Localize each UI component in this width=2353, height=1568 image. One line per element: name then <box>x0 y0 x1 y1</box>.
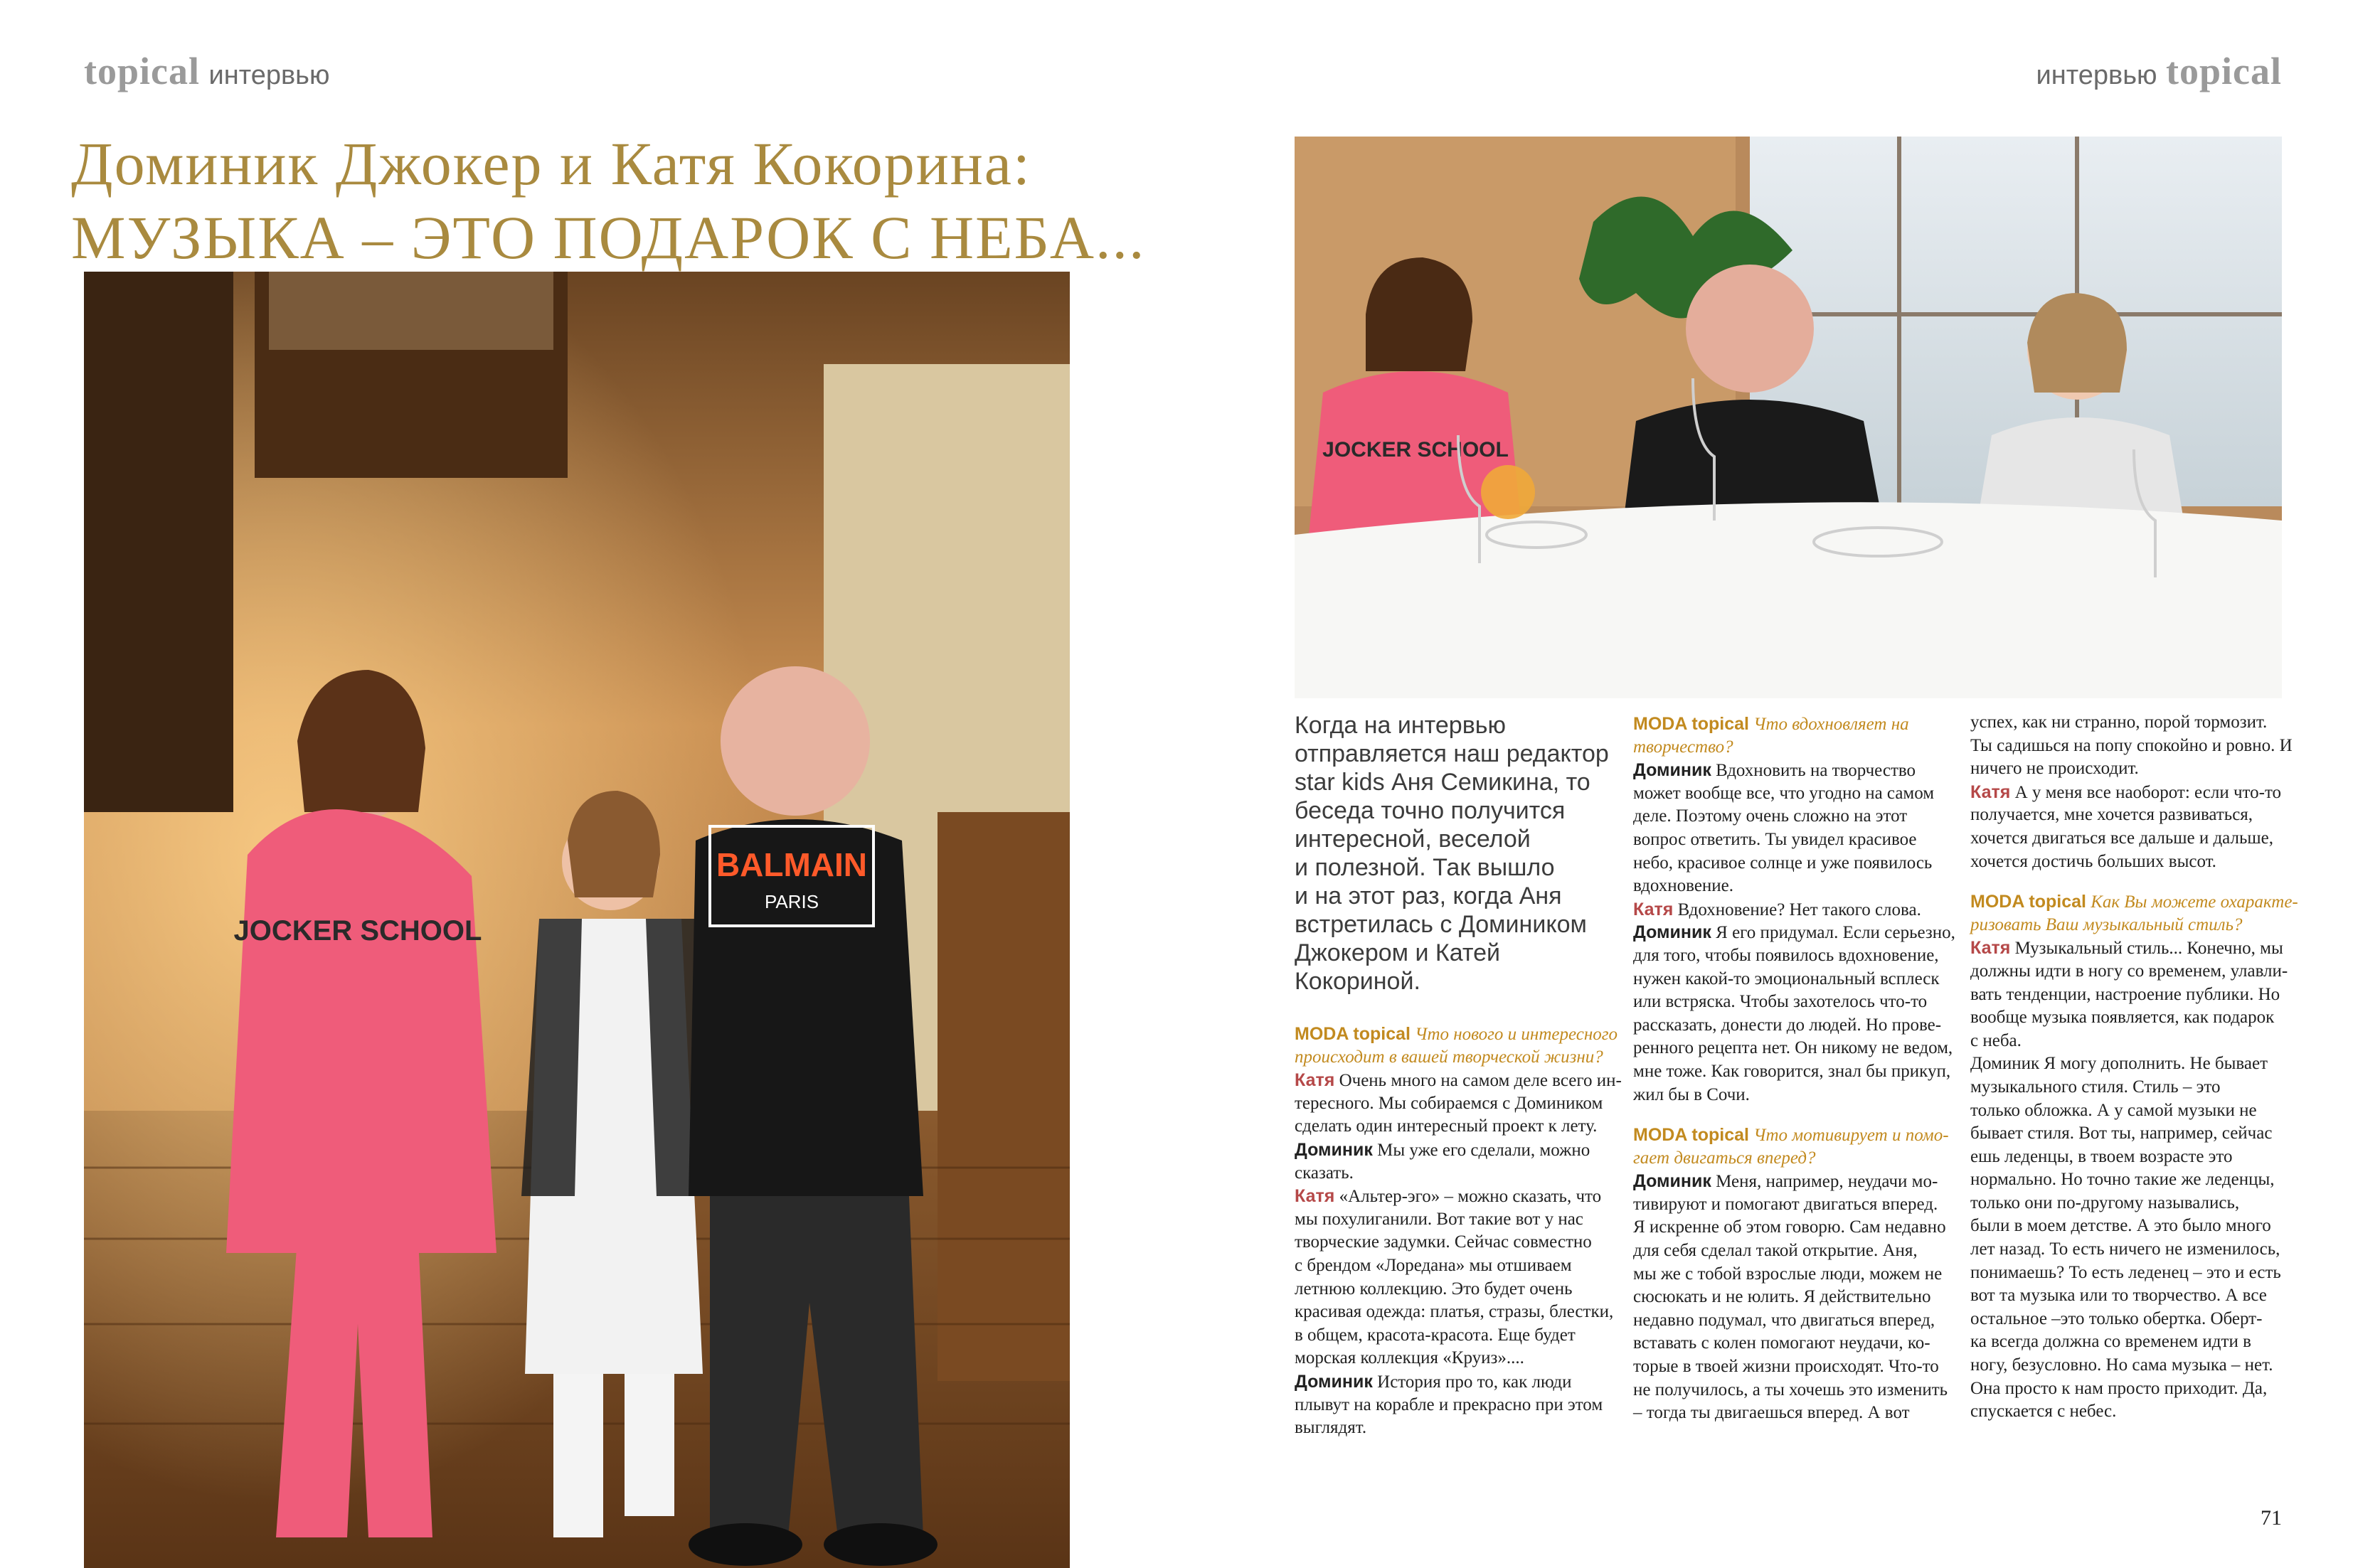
body-line: красивая одежда: платья, стразы, блестки, <box>1295 1302 1614 1322</box>
body-line: тересного. Мы собираемся с Домиником <box>1295 1093 1603 1113</box>
body-line: спускается с небес. <box>1970 1402 2117 1422</box>
interview-question-cont <box>1295 1046 1608 1070</box>
lead-line: Джокером и Катей <box>1295 939 1500 966</box>
paragraph-gap <box>1970 873 2283 890</box>
lead-line: Когда на интервью <box>1295 712 1506 739</box>
body-line: небо, красивое солнце и уже появилось <box>1633 853 1933 873</box>
article-title-line-1: Доминик Джокер и Катя Кокорина: <box>71 129 1031 198</box>
body-line: мне тоже. Как говорится, знал бы прикуп, <box>1633 1061 1951 1081</box>
body-line: летнюю коллекцию. Это будет очень <box>1295 1279 1573 1298</box>
body-line: сделать один интересный проект к лету. <box>1295 1116 1598 1136</box>
body-line: для себя сделал такой открытие. Аня, <box>1633 1241 1918 1261</box>
body-line: Она просто к нам просто приходит. Да, <box>1970 1378 2268 1398</box>
body-line: вставать с колен помогают неудачи, ко- <box>1633 1333 1930 1353</box>
body-line: хочется достичь больших высот. <box>1970 851 2216 871</box>
body-line: мы похулиганили. Вот такие вот у нас <box>1295 1209 1583 1229</box>
body-line: выглядят. <box>1295 1418 1367 1438</box>
article-title-line-2: МУЗЫКА – ЭТО ПОДАРОК С НЕБА... <box>71 203 1146 272</box>
question-text: Что вдохновляет на <box>1753 715 1909 734</box>
body-line: с неба. <box>1970 1030 2022 1050</box>
answer-line <box>1970 781 2283 804</box>
text-column-3 <box>1970 711 2298 1424</box>
interview-question-cont <box>1633 736 1946 759</box>
lead-line: и на этот раз, когда Аня <box>1295 882 1562 910</box>
body-line: торые в твоей жизни происходят. Что-то <box>1633 1357 1939 1377</box>
body-line: вопрос ответить. Ты увидел красивое <box>1633 829 1917 849</box>
body-line: морская коллекция «Круиз».... <box>1295 1348 1524 1368</box>
interview-question-cont <box>1970 914 2283 937</box>
answer-text: Мы уже его сделали, можно <box>1377 1140 1590 1160</box>
question-text: Как Вы можете охаракте- <box>2091 892 2298 912</box>
paragraph-gap <box>1633 1106 1946 1124</box>
interview-question <box>1295 1023 1618 1046</box>
speaker-name: Доминик <box>1633 760 1711 781</box>
question-label: MODA topical <box>1295 1024 1411 1044</box>
magazine-brand: topical <box>84 50 200 92</box>
body-line: сюсюкать и не юлить. Я действительно <box>1633 1287 1931 1307</box>
question-text: Что мотивирует и помо- <box>1753 1126 1949 1146</box>
body-line: рассказать, донести до людей. Но прове- <box>1633 1015 1942 1035</box>
lead-line: беседа точно получится <box>1295 797 1566 824</box>
lead-line: отправляется наш редактор <box>1295 740 1609 767</box>
answer-text: А у меня все наоборот: если что-то <box>2014 782 2282 802</box>
interview-question <box>1970 890 2298 914</box>
lead-paragraph <box>1295 711 1609 996</box>
question-text: ризовать Ваш музыкальный стиль? <box>1970 914 2243 934</box>
answer-line <box>1295 1138 1608 1162</box>
body-line: в общем, красота-красота. Еще будет <box>1295 1325 1576 1345</box>
answer-text: Меня, например, неудачи мо- <box>1716 1172 1938 1192</box>
body-line: музыкального стиля. Стиль – это <box>1970 1077 2221 1097</box>
speaker-name: Катя <box>1970 938 2011 959</box>
section-label: интервью <box>208 60 330 90</box>
body-line: или встряска. Чтобы захотелось что-то <box>1633 992 1928 1012</box>
answer-text: Вдохновить на творчество <box>1716 761 1916 781</box>
answer-line <box>1633 1170 1946 1193</box>
body-line: вать тенденции, настроение публики. Но <box>1970 984 2280 1004</box>
body-line: вообще музыка появляется, как подарок <box>1970 1008 2275 1028</box>
question-label: MODA topical <box>1633 1125 1749 1146</box>
body-line: плывут на корабле и прекрасно при этом <box>1295 1394 1603 1414</box>
answer-text: Я его придумал. Если серьезно, <box>1716 923 1955 943</box>
magazine-brand: topical <box>2166 50 2282 92</box>
speaker-name: Доминик <box>1295 1139 1373 1160</box>
body-line: – тогда ты двигаешься вперед. А вот <box>1633 1403 1910 1423</box>
question-text: творчество? <box>1633 737 1733 757</box>
body-line: ка всегда должна со временем идти в <box>1970 1332 2251 1352</box>
lead-line: интересной, веселой <box>1295 826 1531 853</box>
running-header-right <box>2036 50 2282 97</box>
speaker-name: Катя <box>1295 1070 1335 1091</box>
article-title <box>71 127 1146 274</box>
body-line: вот та музыка или то творчество. А все <box>1970 1286 2267 1306</box>
body-line: недавно подумал, что двигаться вперед, <box>1633 1310 1935 1330</box>
body-line: Я искренне об этом говорю. Сам недавно <box>1633 1217 1946 1237</box>
answer-line <box>1633 921 1955 944</box>
page-number: 71 <box>2261 1506 2282 1530</box>
section-label: интервью <box>2036 60 2157 90</box>
body-line: для того, чтобы появилось вдохновение, <box>1633 945 1939 965</box>
body-line: бывает стиля. Вот ты, например, сейчас <box>1970 1124 2273 1143</box>
speaker-name: Катя <box>1970 782 2011 802</box>
sweatshirt-print: JOCKER SCHOOL <box>1322 438 1509 462</box>
interview-question-cont <box>1633 1147 1946 1170</box>
body-line: понимаешь? То есть леденец – это и есть <box>1970 1262 2281 1282</box>
body-line: были в моем детстве. А это было много <box>1970 1216 2271 1236</box>
body-line: творческие задумки. Сейчас совместно <box>1295 1232 1592 1252</box>
body-line: только они по-другому назывались, <box>1970 1193 2240 1212</box>
running-header-left <box>84 50 329 97</box>
body-line: ренного рецепта нет. Он никому не ведом, <box>1633 1038 1953 1058</box>
answer-text: «Альтер-эго» – можно сказать, что <box>1339 1187 1602 1207</box>
speaker-name: Катя <box>1295 1186 1335 1207</box>
question-text: происходит в вашей творческой жизни? <box>1295 1047 1603 1067</box>
body-line: нормально. Но точно такие же леденцы, <box>1970 1170 2275 1190</box>
question-text: Что нового и интересного <box>1415 1025 1618 1044</box>
body-line: нужен какой-то эмоциональный всплеск <box>1633 969 1940 988</box>
body-line: хочется двигаться все дальше и дальше, <box>1970 828 2273 848</box>
interview-question <box>1633 1124 1949 1147</box>
answer-line <box>1633 898 1946 922</box>
answer-text: Вдохновение? Нет такого слова. <box>1677 900 1921 919</box>
lead-line: и полезной. Так вышло <box>1295 854 1555 881</box>
body-line: лет назад. То есть ничего не изменилось, <box>1970 1239 2280 1259</box>
lead-line: Кокориной. <box>1295 968 1420 995</box>
body-line: с брендом «Лоредана» мы отшиваем <box>1295 1255 1572 1275</box>
photo-illustration <box>84 272 1070 1568</box>
body-line: ничего не происходит. <box>1970 759 2139 779</box>
answer-line <box>1633 759 1946 782</box>
body-line: тивируют и помогают двигаться вперед. <box>1633 1194 1938 1214</box>
question-label: MODA topical <box>1633 714 1749 734</box>
tshirt-print: BALMAIN <box>716 846 868 883</box>
body-line: деле. Поэтому очень сложно на этот <box>1633 806 1908 826</box>
body-line: только обложка. А у самой музыки не <box>1970 1100 2257 1120</box>
answer-line <box>1295 1185 1608 1208</box>
body-line: не получилось, а ты хочешь это изменить <box>1633 1380 1948 1399</box>
speaker-name: Доминик <box>1633 922 1711 943</box>
photo-illustration <box>1295 137 2282 698</box>
photo-table-right <box>1295 137 2282 698</box>
body-line: вдохновение. <box>1633 876 1734 896</box>
body-line: должны идти в ногу со временем, улавли- <box>1970 961 2288 981</box>
answer-line <box>1970 937 2283 960</box>
body-line: жил бы в Сочи. <box>1633 1084 1750 1104</box>
text-column-2 <box>1633 713 1955 1425</box>
speaker-name: Доминик <box>1295 1371 1373 1392</box>
answer-text: Музыкальный стиль... Конечно, мы <box>2014 939 2283 959</box>
body-line: ногу, безусловно. Но сама музыка – нет. <box>1970 1355 2273 1375</box>
body-line: остальное –это только обертка. Оберт- <box>1970 1308 2263 1328</box>
text-column-1 <box>1295 1023 1622 1440</box>
body-line: ешь леденцы, в твоем возрасте это <box>1970 1146 2233 1166</box>
body-line: успех, как ни странно, порой тормозит. <box>1970 713 2268 732</box>
answer-line <box>1295 1370 1608 1394</box>
body-line: мы же с тобой взрослые люди, можем не <box>1633 1264 1943 1284</box>
body-line: может вообще все, что угодно на самом <box>1633 783 1935 803</box>
answer-text: История про то, как люди <box>1377 1372 1572 1392</box>
body-line: получается, мне хочется развиваться, <box>1970 805 2253 825</box>
tshirt-print-sub: PARIS <box>764 891 819 912</box>
question-text: гает двигаться вперед? <box>1633 1148 1816 1168</box>
lead-line: встретилась с Домиником <box>1295 911 1587 938</box>
answer-text: Очень много на самом деле всего ин- <box>1339 1071 1622 1091</box>
answer-line <box>1295 1069 1622 1092</box>
question-label: MODA topical <box>1970 892 2086 912</box>
body-line: Ты садишься на попу спокойно и ровно. И <box>1970 735 2293 755</box>
speaker-name: Доминик <box>1633 1171 1711 1192</box>
sweatshirt-print: JOCKER SCHOOL <box>233 915 482 946</box>
photo-portrait-left <box>84 272 1070 1568</box>
interview-question <box>1633 713 1946 736</box>
body-line: сказать. <box>1295 1163 1354 1183</box>
body-line: Доминик Я могу дополнить. Не бывает <box>1970 1054 2268 1074</box>
lead-line: star kids Аня Семикина, то <box>1295 769 1590 796</box>
speaker-name: Катя <box>1633 899 1674 919</box>
